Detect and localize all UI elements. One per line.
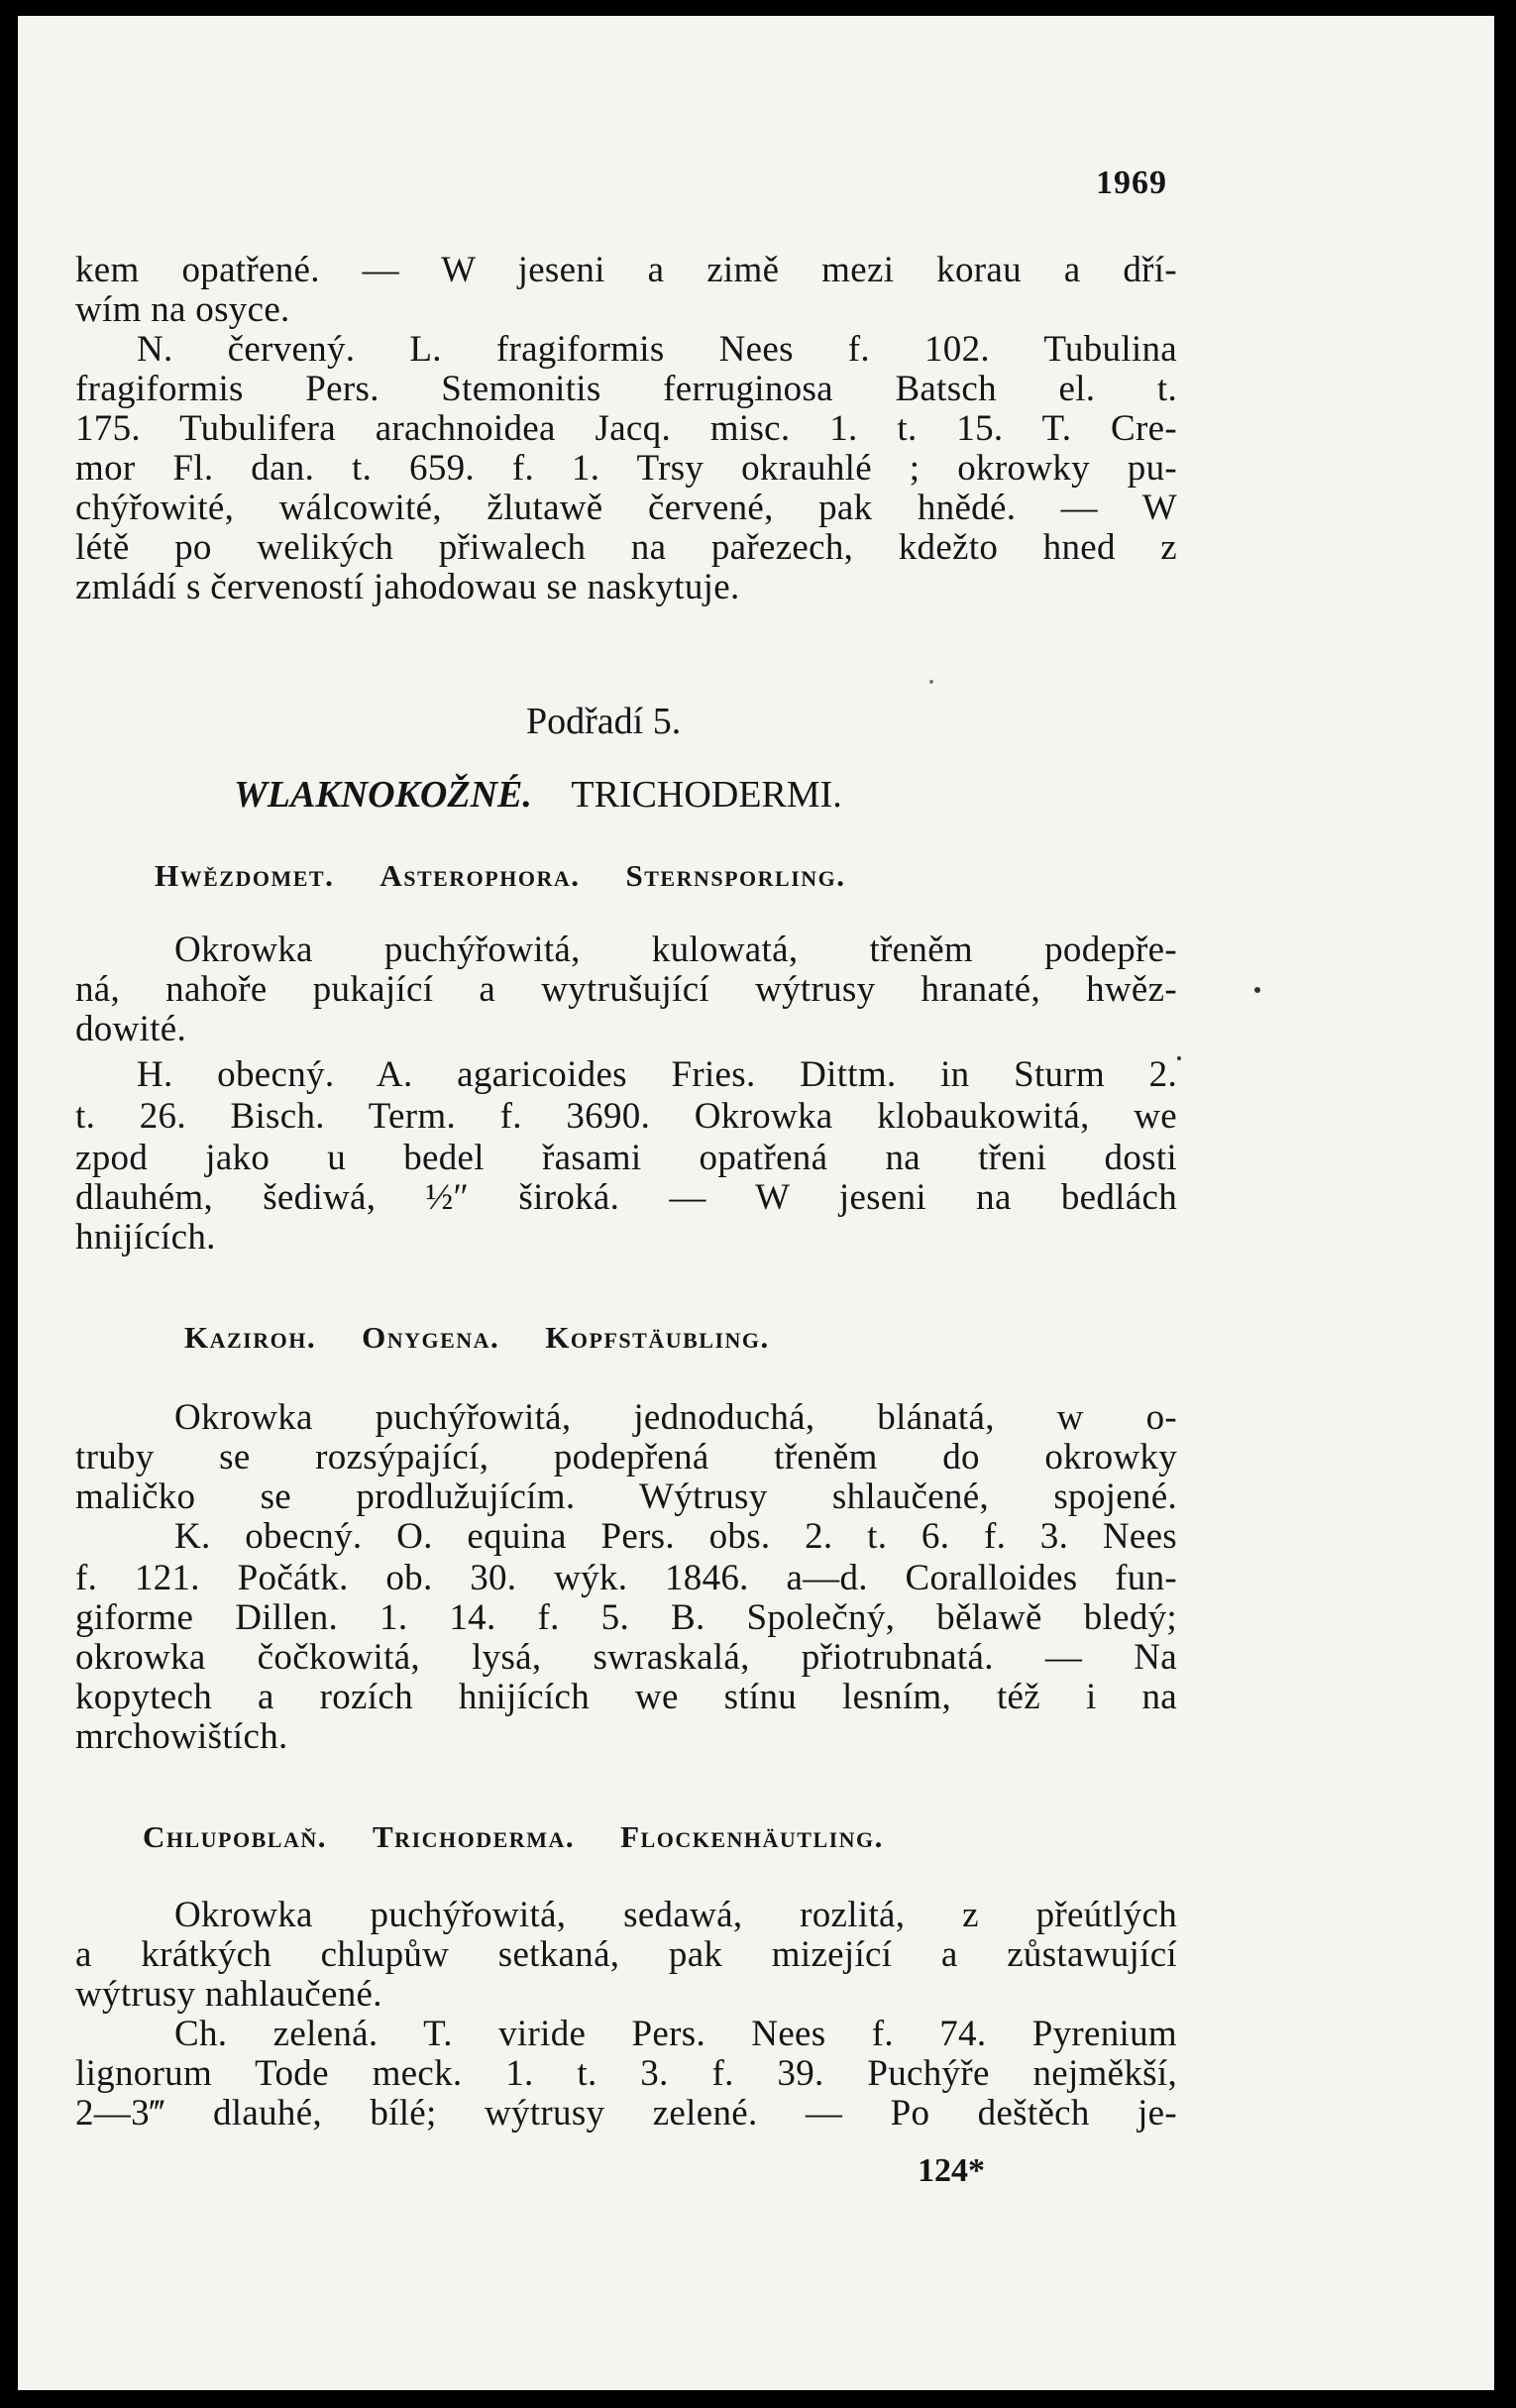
text-line: giforme Dillen. 1. 14. f. 5. B. Společný, bělawě bledý; [75,1597,1177,1638]
family-latin: TRICHODERMI. [571,774,842,816]
ink-speck [1177,1056,1181,1060]
genus-heading-asterophora [75,858,1256,894]
text-line: maličko se prodlužujícím. Wýtrusy shlaučené, spojené. [75,1477,1177,1517]
genus-latin: Onygena. [362,1320,500,1355]
text-line: Okrowka puchýřowitá, sedawá, rozlitá, z přeútlých [174,1895,1177,1935]
book-page [18,16,1494,2390]
text-line: fragiformis Pers. Stemonitis ferruginosa Batsch el. t. [75,369,1177,409]
signature-mark: 124* [918,2152,985,2189]
text-line: Okrowka puchýřowitá, jednoduchá, blánatá, w o- [174,1397,1177,1438]
text-line: wýtrusy nahlaučené. [75,1974,382,2015]
text-line: lignorum Tode meck. 1. t. 3. f. 39. Puchýře nejměkší, [75,2053,1177,2094]
text-line: Ch. zelená. T. viride Pers. Nees f. 74. Pyrenium [174,2014,1177,2054]
text-line: truby se rozsýpající, podepřená třeněm do okrowky [75,1437,1177,1478]
text-line: f. 121. Počátk. ob. 30. wýk. 1846. a—d. Coralloides fun- [75,1558,1177,1598]
family-heading [234,773,842,817]
text-line: hnijících. [75,1217,216,1258]
text-line: K. obecný. O. equina Pers. obs. 2. t. 6. f. 3. Nees [174,1516,1177,1557]
text-line: kopytech a rozích hnijících we stínu lesním, též i na [75,1677,1177,1717]
text-line: Okrowka puchýřowitá, kulowatá, třeněm podepře- [174,930,1177,970]
page-number: 1969 [1096,164,1167,201]
genus-czech: Kaziroh. [184,1320,317,1355]
ink-speck [1254,987,1260,993]
genus-latin: Trichoderma. [373,1819,576,1854]
text-line: kem opatřené. — W jeseni a zimě mezi korau a dří- [75,250,1177,290]
genus-german: Kopfstäubling. [545,1320,770,1355]
text-line: mrchowištích. [75,1716,288,1757]
text-line: t. 26. Bisch. Term. f. 3690. Okrowka klobaukowitá, we [75,1096,1177,1137]
text-line: dlauhém, šediwá, ½″ široká. — W jeseni na bedlách [75,1177,1177,1218]
family-czech: WLAKNOKOŽNÉ. [234,774,532,816]
text-line: létě po welikých přiwalech na pařezech, kdežto hned z [75,527,1177,568]
genus-german: Sternsporling. [625,858,846,893]
text-line: a krátkých chlupůw setkaná, pak mizející a zůstawující [75,1934,1177,1975]
text-line: N. červený. L. fragiformis Nees f. 102. Tubulina [137,329,1177,370]
text-line: 2—3‴ dlauhé, bílé; wýtrusy zelené. — Po deštěch je- [75,2093,1177,2134]
text-line: zmládí s červeností jahodowau se naskytuje. [75,567,740,607]
text-line: mor Fl. dan. t. 659. f. 1. Trsy okrauhlé ; okrowky pu- [75,448,1177,489]
genus-heading-trichoderma [75,1819,1245,1855]
text-line: okrowka čočkowitá, lysá, swraskalá, přiotrubnatá. — Na [75,1637,1177,1678]
ink-speck [929,680,933,684]
genus-heading-onygena [75,1320,1286,1356]
text-line: ná, nahoře pukající a wytrušující wýtrusy hranaté, hwěz- [75,969,1177,1010]
genus-latin: Asterophora. [379,858,581,893]
text-line: dowité. [75,1009,187,1049]
genus-czech: Hwězdomet. [155,858,335,893]
text-line: zpod jako u bedel řasami opatřená na třeni dosti [75,1138,1177,1178]
text-line: wím na osyce. [75,289,290,330]
subordo-heading: Podřadí 5. [526,701,682,742]
text-line: H. obecný. A. agaricoides Fries. Dittm. in Sturm 2. [137,1054,1177,1095]
text-line: 175. Tubulifera arachnoidea Jacq. misc. 1. t. 15. T. Cre- [75,408,1177,449]
genus-german: Flockenhäutling. [620,1819,884,1854]
text-line: chýřowité, wálcowité, žlutawě červené, pak hnědé. — W [75,488,1177,528]
genus-czech: Chlupoblaň. [143,1819,327,1854]
